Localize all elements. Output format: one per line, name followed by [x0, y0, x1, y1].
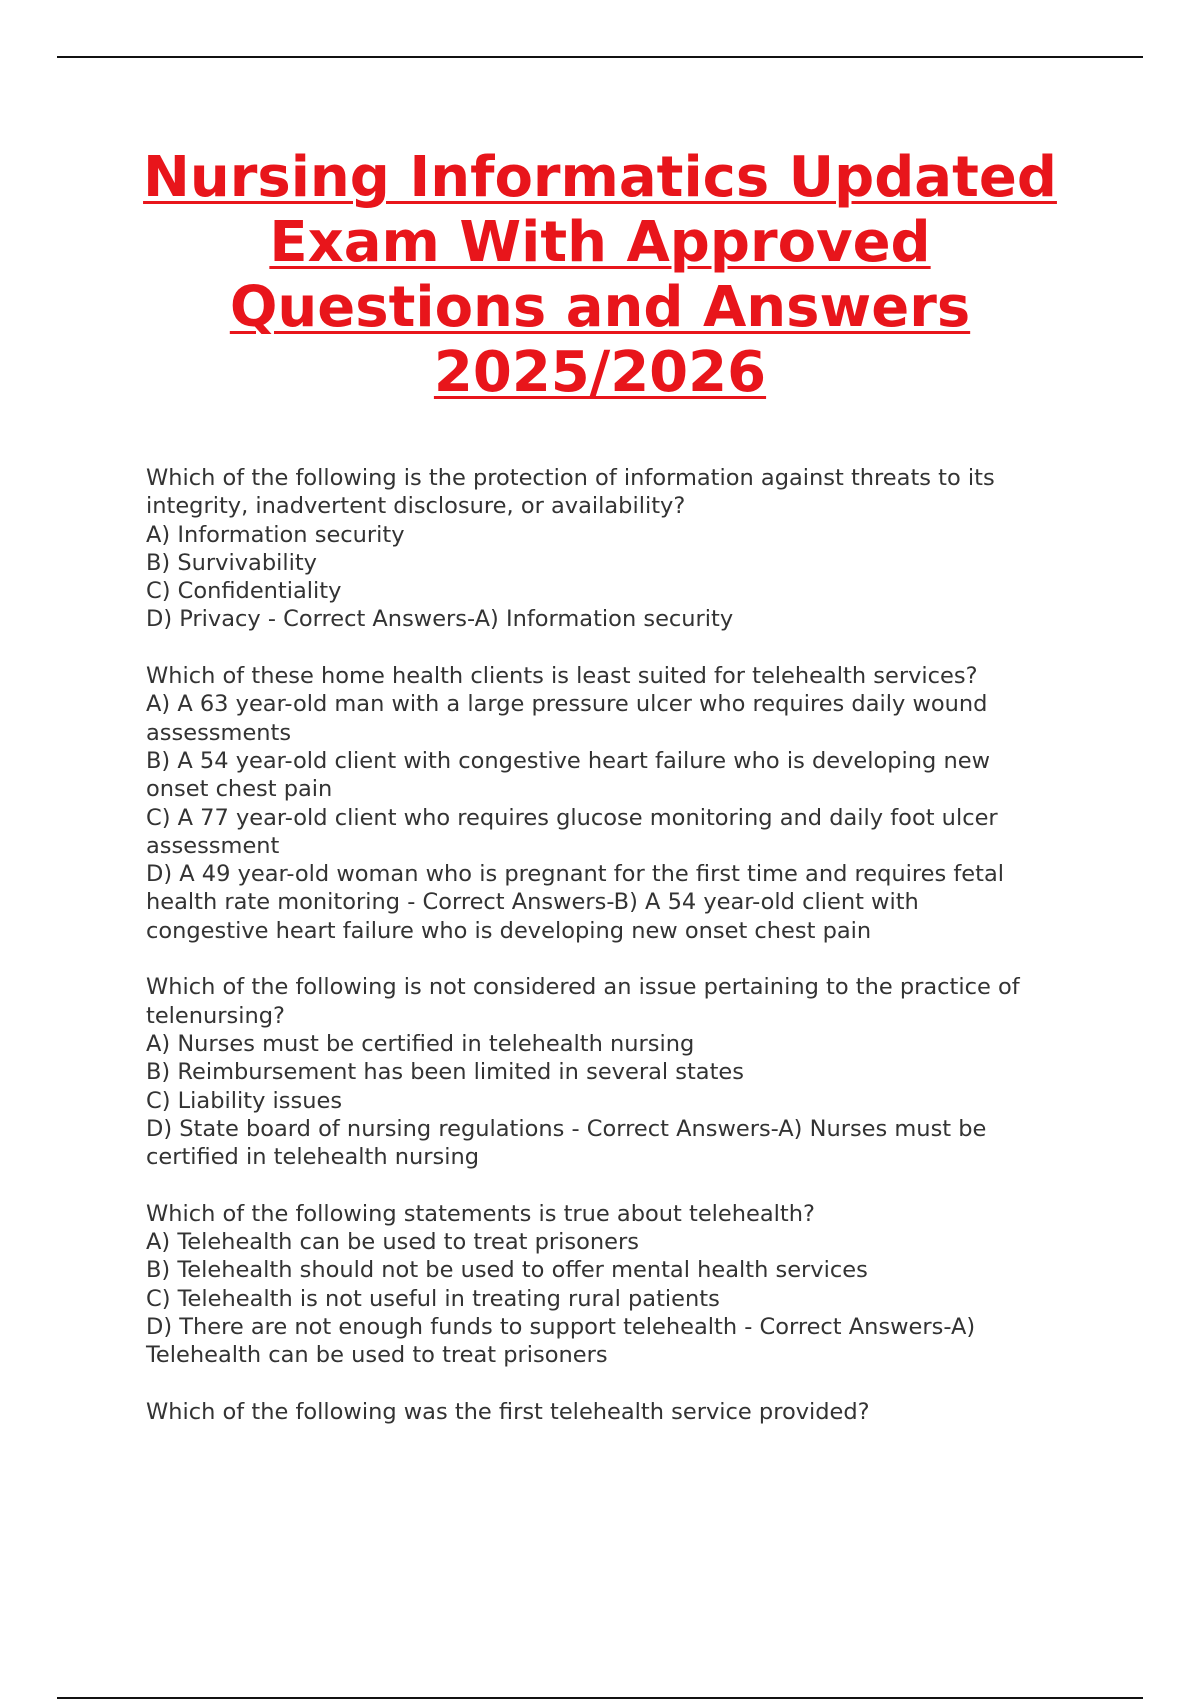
question-text: Which of the following statements is true about telehealth?	[146, 1200, 815, 1227]
question-text: Which of the following is the protection of information against threats to its	[146, 465, 995, 491]
answer-option: A) Telehealth can be used to treat prisoners	[146, 1229, 639, 1256]
title-line: Nursing Informatics Updated	[143, 145, 1057, 210]
question-list	[146, 464, 1106, 1454]
answer-option: C) Confidentiality	[146, 578, 342, 605]
answer-option: C) Liability issues	[146, 1087, 343, 1114]
answer-option: Telehealth can be used to treat prisoners	[146, 1342, 608, 1369]
answer-option: D) State board of nursing regulations - Correct Answers-A) Nurses must be	[146, 1115, 987, 1142]
answer-option: A) Nurses must be certified in telehealth nursing	[146, 1030, 695, 1057]
question-block	[146, 973, 1106, 1171]
question-text: integrity, inadvertent disclosure, or availability?	[146, 493, 686, 520]
title-line: 2025/2026	[433, 340, 767, 405]
question-text: telenursing?	[146, 1002, 285, 1029]
header-rule	[57, 56, 1143, 58]
answer-option: congestive heart failure who is developing new onset chest pain	[146, 917, 872, 944]
question-text: Which of the following was the first telehealth service provided?	[146, 1398, 870, 1425]
question-block	[146, 662, 1106, 945]
answer-option: certified in telehealth nursing	[146, 1144, 480, 1171]
question-block	[146, 1200, 1106, 1370]
question-text: Which of these home health clients is least suited for telehealth services?	[146, 663, 978, 690]
answer-option: assessment	[146, 832, 280, 859]
title-line: Exam With Approved	[269, 210, 931, 275]
answer-option: C) A 77 year-old client who requires glucose monitoring and daily foot ulcer	[146, 804, 998, 831]
title-line: Questions and Answers	[229, 275, 971, 340]
question-text: Which of the following is not considered an issue pertaining to the practice of	[146, 974, 1020, 1001]
answer-option: B) Reimbursement has been limited in several states	[146, 1059, 744, 1086]
document-title	[100, 145, 1100, 405]
answer-option: B) Survivability	[146, 549, 318, 576]
answer-option: health rate monitoring - Correct Answers-B) A 54 year-old client with	[146, 889, 919, 916]
answer-option: B) A 54 year-old client with congestive heart failure who is developing new	[146, 747, 990, 774]
question-block	[146, 1398, 1106, 1426]
answer-option: C) Telehealth is not useful in treating rural patients	[146, 1285, 720, 1312]
answer-option: B) Telehealth should not be used to offer mental health services	[146, 1257, 868, 1284]
answer-option: A) Information security	[146, 521, 405, 548]
answer-option: D) There are not enough funds to support telehealth - Correct Answers-A)	[146, 1313, 976, 1340]
answer-option: assessments	[146, 719, 292, 746]
answer-option: D) A 49 year-old woman who is pregnant for the first time and requires fetal	[146, 861, 1005, 888]
footer-rule	[57, 1697, 1143, 1699]
answer-option: D) Privacy - Correct Answers-A) Information security	[146, 606, 734, 633]
answer-option: A) A 63 year-old man with a large pressure ulcer who requires daily wound	[146, 691, 988, 718]
answer-option: onset chest pain	[146, 776, 333, 803]
question-block	[146, 464, 1106, 634]
